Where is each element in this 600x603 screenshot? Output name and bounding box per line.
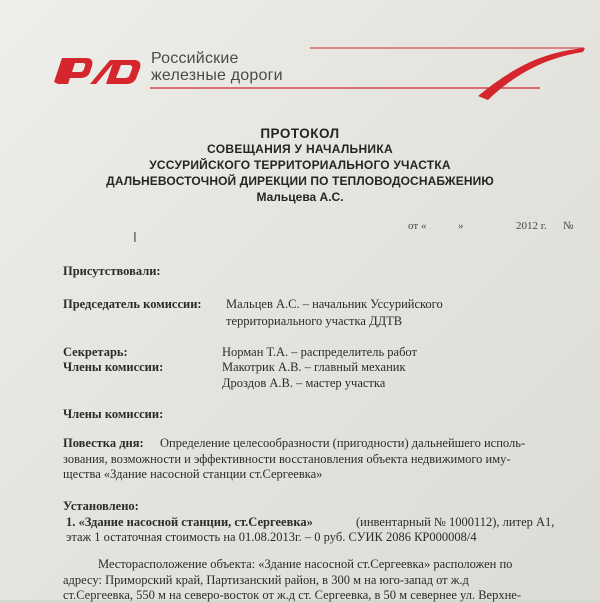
secretary-label: Секретарь: — [63, 345, 128, 359]
members-label: Члены комиссии: — [63, 360, 164, 374]
text-cursor-icon: I — [133, 231, 137, 246]
location-line3: ст.Сергеевка, 550 м на северо-восток от ж.д ст. Сергеевка, в 50 м севернее ул. Верхне- — [63, 588, 521, 602]
brand-line2: железные дороги — [151, 67, 283, 84]
document-title: ПРОТОКОЛ — [260, 126, 340, 141]
chairman-label: Председатель комиссии: — [63, 297, 202, 311]
member-1: Макотрик А.В. – главный механик — [222, 360, 406, 374]
date-from-label: от « — [408, 220, 427, 232]
rzd-logo — [50, 52, 145, 88]
date-year: 2012 г. — [516, 220, 547, 232]
item1-line2: этаж 1 остаточная стоимость на 01.08.2013г. – 0 руб. СУИК 2086 КР000008/4 — [66, 530, 477, 544]
location-line1: Месторасположение объекта: «Здание насосной ст.Сергеевка» расположен по — [98, 557, 513, 571]
agenda-line1: Определение целесообразности (пригодности) дальнейшего исполь- — [160, 436, 526, 450]
chairman-line2: территориального участка ДДТВ — [226, 314, 403, 328]
item1-rest: (инвентарный № 1000112), литер А1, — [356, 515, 555, 529]
brand-line1: Российские — [151, 50, 239, 67]
brand-name — [151, 50, 283, 84]
agenda-line3: щества «Здание насосной станции ст.Сергеевка» — [63, 467, 323, 481]
item1-title: 1. «Здание насосной станции, ст.Сергеевка» — [66, 515, 313, 529]
established-label: Установлено: — [63, 499, 139, 513]
members-label-2: Члены комиссии: — [63, 407, 164, 421]
title-line5: Мальцева А.С. — [256, 190, 344, 204]
title-line3: УССУРИЙСКОГО ТЕРРИТОРИАЛЬНОГО УЧАСТКА — [149, 158, 451, 172]
present-label: Присутствовали: — [63, 264, 161, 278]
title-line2: СОВЕЩАНИЯ У НАЧАЛЬНИКА — [207, 142, 393, 156]
agenda-line2: зования, возможности и эффективности восстановления объекта недвижимого иму- — [63, 452, 511, 466]
chairman-line1: Мальцев А.С. – начальник Уссурийского — [226, 297, 443, 311]
location-line2: адресу: Приморский край, Партизанский район, в 300 м на юго-запад от ж.д — [63, 573, 469, 587]
secretary-value: Норман Т.А. – распределитель работ — [222, 345, 417, 359]
agenda-label: Повестка дня: — [63, 436, 144, 450]
title-line4: ДАЛЬНЕВОСТОЧНОЙ ДИРЕКЦИИ ПО ТЕПЛОВОДОСНАБЖЕНИЮ — [106, 174, 494, 188]
number-label: № — [563, 220, 574, 232]
member-2: Дроздов А.В. – мастер участка — [222, 376, 386, 390]
date-from-close: » — [458, 220, 464, 232]
